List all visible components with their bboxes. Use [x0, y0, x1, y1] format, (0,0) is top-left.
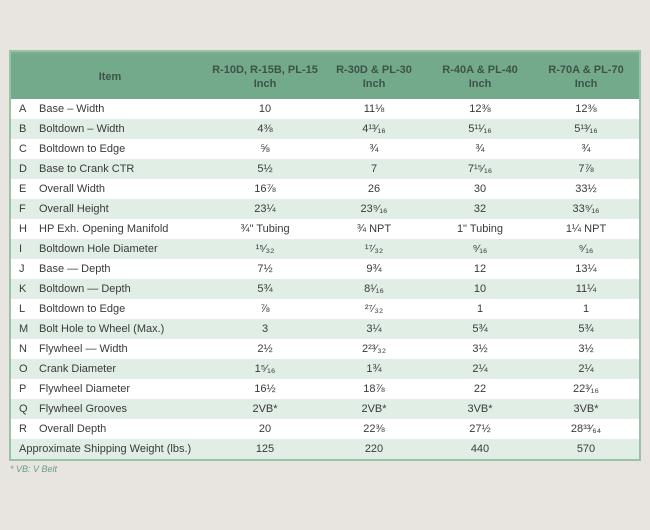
row-letter: P — [19, 383, 27, 395]
value-cell: 32 — [473, 203, 487, 215]
value-cell: 16½ — [254, 383, 276, 395]
table-header — [11, 53, 639, 99]
row-letter: Q — [19, 403, 28, 415]
value-cell: 220 — [364, 443, 384, 455]
column-model-label: R-40A & PL-40 — [442, 63, 518, 76]
value-cell: 12⅜ — [575, 103, 597, 115]
value-cell: 13¼ — [575, 263, 597, 275]
item-label: Flywheel Grooves — [39, 403, 128, 415]
item-label: Boltdown to Edge — [39, 303, 126, 315]
value-cell: 1 — [476, 303, 484, 315]
table-row — [11, 219, 639, 239]
row-letter: L — [19, 303, 26, 315]
value-cell: 27½ — [469, 423, 491, 435]
value-cell: 7⅞ — [578, 163, 594, 175]
value-cell: 5¾ — [578, 323, 594, 335]
value-cell: ⅝ — [260, 143, 270, 155]
item-label: Flywheel — Width — [39, 343, 128, 355]
column-header-2 — [321, 53, 427, 99]
value-cell: ¾ — [581, 143, 591, 155]
table-row — [11, 379, 639, 399]
item-label: Base – Width — [39, 103, 105, 115]
value-cell: 1¾ — [366, 363, 382, 375]
value-cell: ⁹⁄₁₆ — [472, 243, 488, 255]
column-unit-label: Inch — [574, 77, 598, 90]
value-cell: ¾ NPT — [356, 223, 392, 235]
value-cell: 10 — [473, 283, 487, 295]
value-cell: 3 — [261, 323, 269, 335]
value-cell: 125 — [255, 443, 275, 455]
value-cell: 23¼ — [254, 203, 276, 215]
value-cell: 22⅜ — [363, 423, 385, 435]
value-cell: 16⅞ — [254, 183, 276, 195]
item-label: Overall Depth — [39, 423, 107, 435]
row-letter: E — [19, 183, 27, 195]
value-cell: ¾ — [369, 143, 379, 155]
item-label: Overall Width — [39, 183, 106, 195]
value-cell: ⅞ — [260, 303, 270, 315]
value-cell: 2½ — [257, 343, 273, 355]
value-cell: 9¾ — [366, 263, 382, 275]
item-label: Boltdown – Width — [39, 123, 125, 135]
value-cell: 28³³⁄₆₄ — [570, 423, 602, 435]
value-cell: 33½ — [575, 183, 597, 195]
row-letter: H — [19, 223, 27, 235]
value-cell: 5¹¹⁄₁₆ — [468, 123, 492, 135]
table-row — [11, 159, 639, 179]
value-cell: ¾" Tubing — [240, 223, 290, 235]
row-letter: O — [19, 363, 28, 375]
item-label: Base — Depth — [39, 263, 111, 275]
value-cell: ⁹⁄₁₆ — [578, 243, 594, 255]
header-row — [11, 53, 639, 99]
column-header-1 — [209, 53, 321, 99]
table-row — [11, 359, 639, 379]
table-row — [11, 319, 639, 339]
item-column-header: Item — [11, 53, 209, 99]
value-cell: 11¼ — [575, 283, 597, 295]
item-label: Bolt Hole to Wheel (Max.) — [39, 323, 165, 335]
column-header-4 — [533, 53, 639, 99]
value-cell: 2¼ — [472, 363, 488, 375]
table-row — [11, 419, 639, 439]
row-letter: N — [19, 343, 27, 355]
item-label: Crank Diameter — [39, 363, 117, 375]
table-row — [11, 399, 639, 419]
value-cell: 5¾ — [257, 283, 273, 295]
value-cell: 440 — [470, 443, 490, 455]
row-letter: R — [19, 423, 27, 435]
value-cell: 8¹⁄₁₆ — [364, 283, 384, 295]
row-letter: A — [19, 103, 27, 115]
table-container — [9, 50, 641, 461]
value-cell: 23⁹⁄₁₆ — [360, 203, 388, 215]
table-row — [11, 239, 639, 259]
table-row — [11, 299, 639, 319]
row-letter: C — [19, 143, 27, 155]
value-cell: 1⁵⁄₁₆ — [254, 363, 276, 375]
table-row — [11, 179, 639, 199]
value-cell: 7¹⁵⁄₁₆ — [467, 163, 493, 175]
value-cell: 3VB* — [467, 403, 493, 415]
column-unit-label: Inch — [468, 77, 492, 90]
footnote: * VB: V Belt — [10, 464, 58, 474]
value-cell: 33⁹⁄₁₆ — [572, 203, 600, 215]
value-cell: 570 — [576, 443, 596, 455]
spec-table — [11, 52, 639, 459]
item-label: Boltdown — Depth — [39, 283, 131, 295]
value-cell: 22 — [473, 383, 487, 395]
column-model-label: R-30D & PL-30 — [336, 63, 412, 76]
item-label: HP Exh. Opening Manifold — [39, 223, 169, 235]
value-cell: 1¼ NPT — [565, 223, 607, 235]
table-row — [11, 339, 639, 359]
column-model-label: R-70A & PL-70 — [548, 63, 624, 76]
row-letter: I — [19, 243, 23, 255]
value-cell: 12⅜ — [469, 103, 491, 115]
column-model-label: R-10D, R-15B, PL-15 — [212, 63, 318, 76]
value-cell: 4⅜ — [257, 123, 273, 135]
item-label: Flywheel Diameter — [39, 383, 131, 395]
value-cell: 2²³⁄₃₂ — [361, 343, 387, 355]
item-label: Boltdown Hole Diameter — [39, 243, 158, 255]
value-cell: 5¾ — [472, 323, 488, 335]
row-letter: M — [19, 323, 29, 335]
value-cell: 12 — [473, 263, 487, 275]
item-label: Boltdown to Edge — [39, 143, 126, 155]
value-cell: 2¼ — [578, 363, 594, 375]
summary-row — [11, 439, 639, 459]
value-cell: 7 — [370, 163, 378, 175]
value-cell: 10 — [258, 103, 272, 115]
value-cell: ¾ — [475, 143, 485, 155]
value-cell: ¹⁷⁄₃₂ — [364, 243, 384, 255]
value-cell: 2VB* — [361, 403, 387, 415]
value-cell: 2VB* — [252, 403, 278, 415]
row-letter: K — [19, 283, 27, 295]
value-cell: 1 — [582, 303, 590, 315]
column-header-3 — [427, 53, 533, 99]
value-cell: ¹⁵⁄₃₂ — [255, 243, 275, 255]
row-letter: F — [19, 203, 26, 215]
value-cell: 11⅛ — [363, 103, 385, 115]
table-row — [11, 119, 639, 139]
value-cell: 5¹³⁄₁₆ — [574, 123, 598, 135]
value-cell: 3¼ — [366, 323, 382, 335]
row-letter: B — [19, 123, 27, 135]
table-body — [11, 99, 639, 459]
table-row — [11, 199, 639, 219]
row-letter: J — [19, 263, 25, 275]
row-letter: D — [19, 163, 27, 175]
value-cell: 4¹³⁄₁₆ — [362, 123, 386, 135]
value-cell: 26 — [367, 183, 381, 195]
summary-label: Approximate Shipping Weight (lbs.) — [19, 443, 192, 455]
value-cell: 7½ — [257, 263, 273, 275]
column-unit-label: Inch — [253, 77, 277, 90]
value-cell: 3VB* — [573, 403, 599, 415]
value-cell: 3½ — [472, 343, 488, 355]
value-cell: 5½ — [257, 163, 273, 175]
item-label: Overall Height — [39, 203, 109, 215]
value-cell: ²⁷⁄₃₂ — [364, 303, 384, 315]
column-unit-label: Inch — [362, 77, 386, 90]
table-row — [11, 259, 639, 279]
item-label: Base to Crank CTR — [39, 163, 135, 175]
value-cell: 30 — [473, 183, 487, 195]
value-cell: 22³⁄₁₆ — [573, 383, 599, 395]
table-row — [11, 139, 639, 159]
value-cell: 18⅞ — [363, 383, 385, 395]
value-cell: 20 — [258, 423, 272, 435]
table-row — [11, 99, 639, 119]
value-cell: 3½ — [578, 343, 594, 355]
value-cell: 1" Tubing — [456, 223, 504, 235]
table-row — [11, 279, 639, 299]
